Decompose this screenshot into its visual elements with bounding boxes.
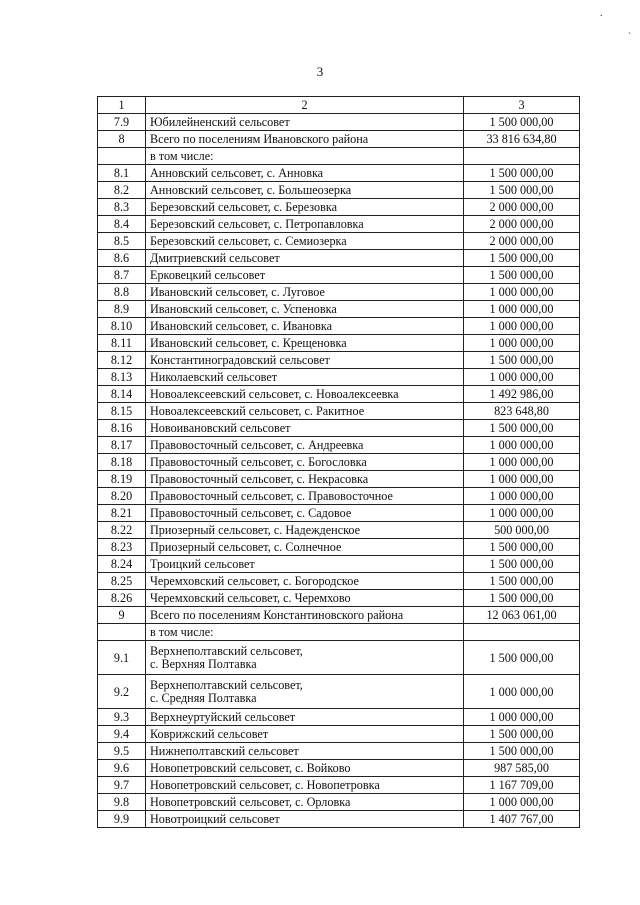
row-number-cell: 8.11 xyxy=(98,335,146,352)
table-row xyxy=(98,624,580,641)
row-number-cell: 8.23 xyxy=(98,539,146,556)
amount-cell: 33 816 634,80 xyxy=(464,131,580,148)
amount-cell: 1 000 000,00 xyxy=(464,318,580,335)
amount-cell: 1 500 000,00 xyxy=(464,539,580,556)
amount-cell: 1 000 000,00 xyxy=(464,301,580,318)
allocation-table xyxy=(97,96,580,828)
row-number-cell: 8.21 xyxy=(98,505,146,522)
corner-dot-mark: . xyxy=(600,8,603,19)
table-row xyxy=(98,794,580,811)
table-row xyxy=(98,573,580,590)
table-row xyxy=(98,709,580,726)
settlement-name-cell: Ивановский сельсовет, с. Ивановка xyxy=(146,318,464,335)
amount-cell: 2 000 000,00 xyxy=(464,216,580,233)
table-row xyxy=(98,148,580,165)
table-row xyxy=(98,488,580,505)
amount-cell: 1 492 986,00 xyxy=(464,386,580,403)
table-row xyxy=(98,777,580,794)
row-number-cell: 8.6 xyxy=(98,250,146,267)
table-row xyxy=(98,590,580,607)
table-row xyxy=(98,250,580,267)
amount-cell: 1 500 000,00 xyxy=(464,267,580,284)
table-row xyxy=(98,114,580,131)
row-number-cell: 8.15 xyxy=(98,403,146,420)
row-number-cell: 8.9 xyxy=(98,301,146,318)
row-number-cell: 8.20 xyxy=(98,488,146,505)
row-number-cell xyxy=(98,148,146,165)
settlement-name-cell: Новоалексеевский сельсовет, с. Ракитное xyxy=(146,403,464,420)
corner-tick-mark: ˎ xyxy=(628,24,631,34)
settlement-name-cell: Ивановский сельсовет, с. Луговое xyxy=(146,284,464,301)
table-row xyxy=(98,131,580,148)
table-row xyxy=(98,352,580,369)
settlement-name-cell: Нижнеполтавский сельсовет xyxy=(146,743,464,760)
amount-cell xyxy=(464,624,580,641)
amount-cell: 500 000,00 xyxy=(464,522,580,539)
row-number-cell: 8.3 xyxy=(98,199,146,216)
row-number-cell: 8.17 xyxy=(98,437,146,454)
row-number-cell: 8.18 xyxy=(98,454,146,471)
table-row xyxy=(98,165,580,182)
settlement-name-cell: Ивановский сельсовет, с. Крещеновка xyxy=(146,335,464,352)
table-row xyxy=(98,386,580,403)
row-number-cell: 8.12 xyxy=(98,352,146,369)
table-row xyxy=(98,641,580,675)
row-number-cell: 9 xyxy=(98,607,146,624)
settlement-name-cell: Анновский сельсовет, с. Анновка xyxy=(146,165,464,182)
settlement-name-cell: Новоивановский сельсовет xyxy=(146,420,464,437)
row-number-cell: 8.25 xyxy=(98,573,146,590)
table-row xyxy=(98,726,580,743)
amount-cell: 1 500 000,00 xyxy=(464,420,580,437)
settlement-name-cell: Троицкий сельсовет xyxy=(146,556,464,573)
amount-cell: 1 500 000,00 xyxy=(464,250,580,267)
row-number-cell: 8 xyxy=(98,131,146,148)
amount-cell: 1 500 000,00 xyxy=(464,182,580,199)
row-number-cell: 8.13 xyxy=(98,369,146,386)
settlement-name-cell: Дмитриевский сельсовет xyxy=(146,250,464,267)
settlement-name-cell: Коврижский сельсовет xyxy=(146,726,464,743)
row-number-cell: 8.19 xyxy=(98,471,146,488)
settlement-name-cell: Верхнеуртуйский сельсовет xyxy=(146,709,464,726)
header-col-1: 1 xyxy=(98,97,146,114)
table-body xyxy=(98,114,580,828)
settlement-name-cell: Николаевский сельсовет xyxy=(146,369,464,386)
amount-cell: 1 500 000,00 xyxy=(464,641,580,675)
table-row xyxy=(98,369,580,386)
amount-cell: 1 500 000,00 xyxy=(464,590,580,607)
table-row xyxy=(98,505,580,522)
row-number-cell: 8.1 xyxy=(98,165,146,182)
amount-cell: 1 500 000,00 xyxy=(464,114,580,131)
settlement-name-cell: Березовский сельсовет, с. Семиозерка xyxy=(146,233,464,250)
amount-cell: 1 500 000,00 xyxy=(464,726,580,743)
amount-cell: 1 000 000,00 xyxy=(464,709,580,726)
amount-cell: 12 063 061,00 xyxy=(464,607,580,624)
table-row xyxy=(98,318,580,335)
row-number-cell: 9.3 xyxy=(98,709,146,726)
table-row xyxy=(98,403,580,420)
table-row xyxy=(98,675,580,709)
settlement-name-cell: Черемховский сельсовет, с. Богородское xyxy=(146,573,464,590)
row-number-cell: 8.22 xyxy=(98,522,146,539)
row-number-cell: 8.16 xyxy=(98,420,146,437)
row-number-cell: 7.9 xyxy=(98,114,146,131)
settlement-name-cell: Новопетровский сельсовет, с. Орловка xyxy=(146,794,464,811)
row-number-cell: 8.26 xyxy=(98,590,146,607)
row-number-cell: 8.10 xyxy=(98,318,146,335)
row-number-cell: 9.4 xyxy=(98,726,146,743)
row-number-cell: 9.7 xyxy=(98,777,146,794)
settlement-name-cell: Ивановский сельсовет, с. Успеновка xyxy=(146,301,464,318)
amount-cell: 1 000 000,00 xyxy=(464,369,580,386)
amount-cell: 1 000 000,00 xyxy=(464,335,580,352)
table-row xyxy=(98,539,580,556)
row-number-cell: 8.14 xyxy=(98,386,146,403)
table-row xyxy=(98,437,580,454)
amount-cell xyxy=(464,148,580,165)
settlement-name-cell: Юбилейненский сельсовет xyxy=(146,114,464,131)
table-row xyxy=(98,811,580,828)
settlement-name-cell: Правовосточный сельсовет, с. Садовое xyxy=(146,505,464,522)
amount-cell: 1 000 000,00 xyxy=(464,488,580,505)
amount-cell: 1 500 000,00 xyxy=(464,573,580,590)
page-number: 3 xyxy=(316,64,324,79)
amount-cell: 1 000 000,00 xyxy=(464,471,580,488)
settlement-name-cell: Правовосточный сельсовет, с. Андреевка xyxy=(146,437,464,454)
settlement-name-cell: Правовосточный сельсовет, с. Некрасовка xyxy=(146,471,464,488)
settlement-name-cell: Анновский сельсовет, с. Большеозерка xyxy=(146,182,464,199)
table-row xyxy=(98,233,580,250)
row-number-cell: 9.5 xyxy=(98,743,146,760)
settlement-name-cell: Всего по поселениям Ивановского района xyxy=(146,131,464,148)
row-number-cell: 9.9 xyxy=(98,811,146,828)
table-row xyxy=(98,199,580,216)
amount-cell: 1 000 000,00 xyxy=(464,505,580,522)
table-row xyxy=(98,760,580,777)
amount-cell: 1 500 000,00 xyxy=(464,165,580,182)
row-number-cell: 8.2 xyxy=(98,182,146,199)
amount-cell: 1 000 000,00 xyxy=(464,794,580,811)
settlement-name-cell: Приозерный сельсовет, с. Солнечное xyxy=(146,539,464,556)
table-row xyxy=(98,267,580,284)
row-number-cell: 9.1 xyxy=(98,641,146,675)
header-col-2: 2 xyxy=(146,97,464,114)
amount-cell: 1 500 000,00 xyxy=(464,743,580,760)
settlement-name-cell: Новотроицкий сельсовет xyxy=(146,811,464,828)
table-row xyxy=(98,301,580,318)
table-row xyxy=(98,607,580,624)
settlement-name-cell: Верхнеполтавский сельсовет, с. Верхняя Полтавка xyxy=(146,641,464,675)
table-row xyxy=(98,522,580,539)
settlement-name-cell: в том числе: xyxy=(146,624,464,641)
table-row xyxy=(98,335,580,352)
row-number-cell: 9.8 xyxy=(98,794,146,811)
settlement-name-cell: Новоалексеевский сельсовет, с. Новоалексеевка xyxy=(146,386,464,403)
amount-cell: 1 000 000,00 xyxy=(464,675,580,709)
table-row xyxy=(98,216,580,233)
table-row xyxy=(98,556,580,573)
amount-cell: 2 000 000,00 xyxy=(464,199,580,216)
settlement-name-cell: Верхнеполтавский сельсовет, с. Средняя Полтавка xyxy=(146,675,464,709)
settlement-name-cell: Березовский сельсовет, с. Березовка xyxy=(146,199,464,216)
table-header-row xyxy=(98,97,580,114)
table-row xyxy=(98,743,580,760)
table-row xyxy=(98,471,580,488)
row-number-cell xyxy=(98,624,146,641)
amount-cell: 1 000 000,00 xyxy=(464,454,580,471)
settlement-name-cell: Приозерный сельсовет, с. Надежденское xyxy=(146,522,464,539)
settlement-name-cell: Березовский сельсовет, с. Петропавловка xyxy=(146,216,464,233)
table-row xyxy=(98,284,580,301)
settlement-name-cell: Ерковецкий сельсовет xyxy=(146,267,464,284)
amount-cell: 1 167 709,00 xyxy=(464,777,580,794)
settlement-name-cell: Правовосточный сельсовет, с. Правовосточное xyxy=(146,488,464,505)
table-row xyxy=(98,420,580,437)
amount-cell: 1 500 000,00 xyxy=(464,556,580,573)
amount-cell: 2 000 000,00 xyxy=(464,233,580,250)
settlement-name-cell: Всего по поселениям Константиновского района xyxy=(146,607,464,624)
amount-cell: 987 585,00 xyxy=(464,760,580,777)
settlement-name-cell: Новопетровский сельсовет, с. Войково xyxy=(146,760,464,777)
row-number-cell: 9.6 xyxy=(98,760,146,777)
row-number-cell: 8.7 xyxy=(98,267,146,284)
settlement-name-cell: Правовосточный сельсовет, с. Богословка xyxy=(146,454,464,471)
row-number-cell: 8.24 xyxy=(98,556,146,573)
amount-cell: 823 648,80 xyxy=(464,403,580,420)
amount-cell: 1 407 767,00 xyxy=(464,811,580,828)
amount-cell: 1 000 000,00 xyxy=(464,284,580,301)
row-number-cell: 8.5 xyxy=(98,233,146,250)
row-number-cell: 8.4 xyxy=(98,216,146,233)
row-number-cell: 9.2 xyxy=(98,675,146,709)
amount-cell: 1 500 000,00 xyxy=(464,352,580,369)
settlement-name-cell: в том числе: xyxy=(146,148,464,165)
settlement-name-cell: Константиноградовский сельсовет xyxy=(146,352,464,369)
row-number-cell: 8.8 xyxy=(98,284,146,301)
settlement-name-cell: Черемховский сельсовет, с. Черемхово xyxy=(146,590,464,607)
amount-cell: 1 000 000,00 xyxy=(464,437,580,454)
table-row xyxy=(98,454,580,471)
table-row xyxy=(98,182,580,199)
settlement-name-cell: Новопетровский сельсовет, с. Новопетровка xyxy=(146,777,464,794)
header-col-3: 3 xyxy=(464,97,580,114)
